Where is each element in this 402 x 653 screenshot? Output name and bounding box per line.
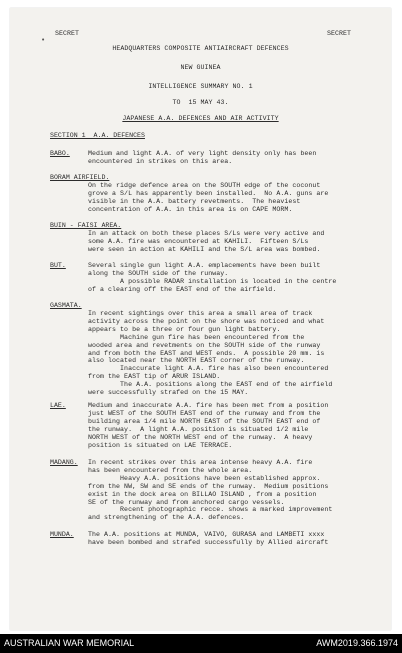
header-region: NEW GUINEA [180,64,221,71]
entry-text-munda: The A.A. positions at MUNDA, VAIVO, GURASA and LAMBETI xxxx have been bombed and strafed successfully by Allied aircraft [88,531,329,546]
secret-marking-left: SECRET [55,30,80,37]
entry-label-madang: MADANG. [50,459,78,466]
header-organisation: HEADQUARTERS COMPOSITE ANTIAIRCRAFT DEFENCES [112,45,289,52]
archive-name: AUSTRALIAN WAR MEMORIAL [4,638,135,648]
entry-label-babo: BABO. [50,150,70,157]
entry-text-but: Several single gun light A.A. emplacements have been built along the SOUTH side of the runway. A possible RADAR installation is located in the centre of a clearing off the EAST end of the airfield. [88,262,337,293]
header-summary-title: INTELLIGENCE SUMMARY NO. 1 [148,83,253,90]
entry-text-buin: In an attack on both these places S/Ls were very active and some A.A. fire was encountered at KAHILI. Fifteen S/Ls were seen in action at KAHILI and the S/L area was bombed. [88,230,325,253]
entry-label-munda: MUNDA. [50,531,74,538]
entry-text-lae: Medium and inaccurate A.A. fire has been met from a position just WEST of the SOUTH EAST end of the runway and from the building area 1/4 mile NORTH EAST of the SOUTH EAST end of the runway. A light A.A. position is situated 1/2 mile NORTH WEST of the NORTH WEST end of the runway. A heavy position is situated on LAE TERRACE. [88,402,329,449]
entry-label-lae: LAE. [50,402,66,409]
hole-punch-mark: • [41,36,46,44]
section-title: SECTION 1 A.A. DEFENCES [50,132,145,139]
entry-text-babo: Medium and light A.A. of very light density only has been encountered in strikes on this area. [88,150,317,165]
archive-reference: AWM2019.366.1974 [316,638,398,648]
entry-label-gasmata: GASMATA. [50,302,82,309]
secret-marking-right: SECRET [327,30,352,37]
entry-text-boram: On the ridge defence area on the SOUTH edge of the coconut grove a S/L has apparently been installed. No A.A. guns are visible in the A.A. battery revetments. The heaviest concentration of A.A. in this area is on CAPE MORM. [88,182,329,213]
header-date: TO 15 MAY 43. [172,99,229,106]
entry-text-gasmata: In recent sightings over this area a small area of track activity across the point on the shore was noticed and what appears to be a three or four gun light battery. Machine gun fire has been encountered from the wooded area and revetments on the SOUTH side of the runway and from both the EAST and WEST ends. A possible 20 mm. is also located near the NORTH EAST corner of the runway. Inaccurate light A.A. fire has also been encountered from the EAST tip of ARUR ISLAND. The A.A. positions along the EAST end of the airfield were successfully strafed on the 15 MAY. [88,310,333,397]
entry-text-madang: In recent strikes over this area intense heavy A.A. fire has been encountered from the whole area. Heavy A.A. positions have been established approx. from the NW, SW and SE ends of the runway. Medium positions exist in the dock area on BILLAO ISLAND , from a position SE of the runway and from anchored cargo vessels. Recent photographic recce. shows a marked improvement and strengthening of the A.A. defences. [88,459,333,522]
archive-footer [0,634,402,653]
entry-label-boram: BORAM AIRFIELD. [50,174,110,181]
entry-label-buin: BUIN - FAISI AREA. [50,222,122,229]
entry-label-but: BUT. [50,262,66,269]
document-page [10,8,391,630]
header-subject: JAPANESE A.A. DEFENCES AND AIR ACTIVITY [122,115,279,122]
